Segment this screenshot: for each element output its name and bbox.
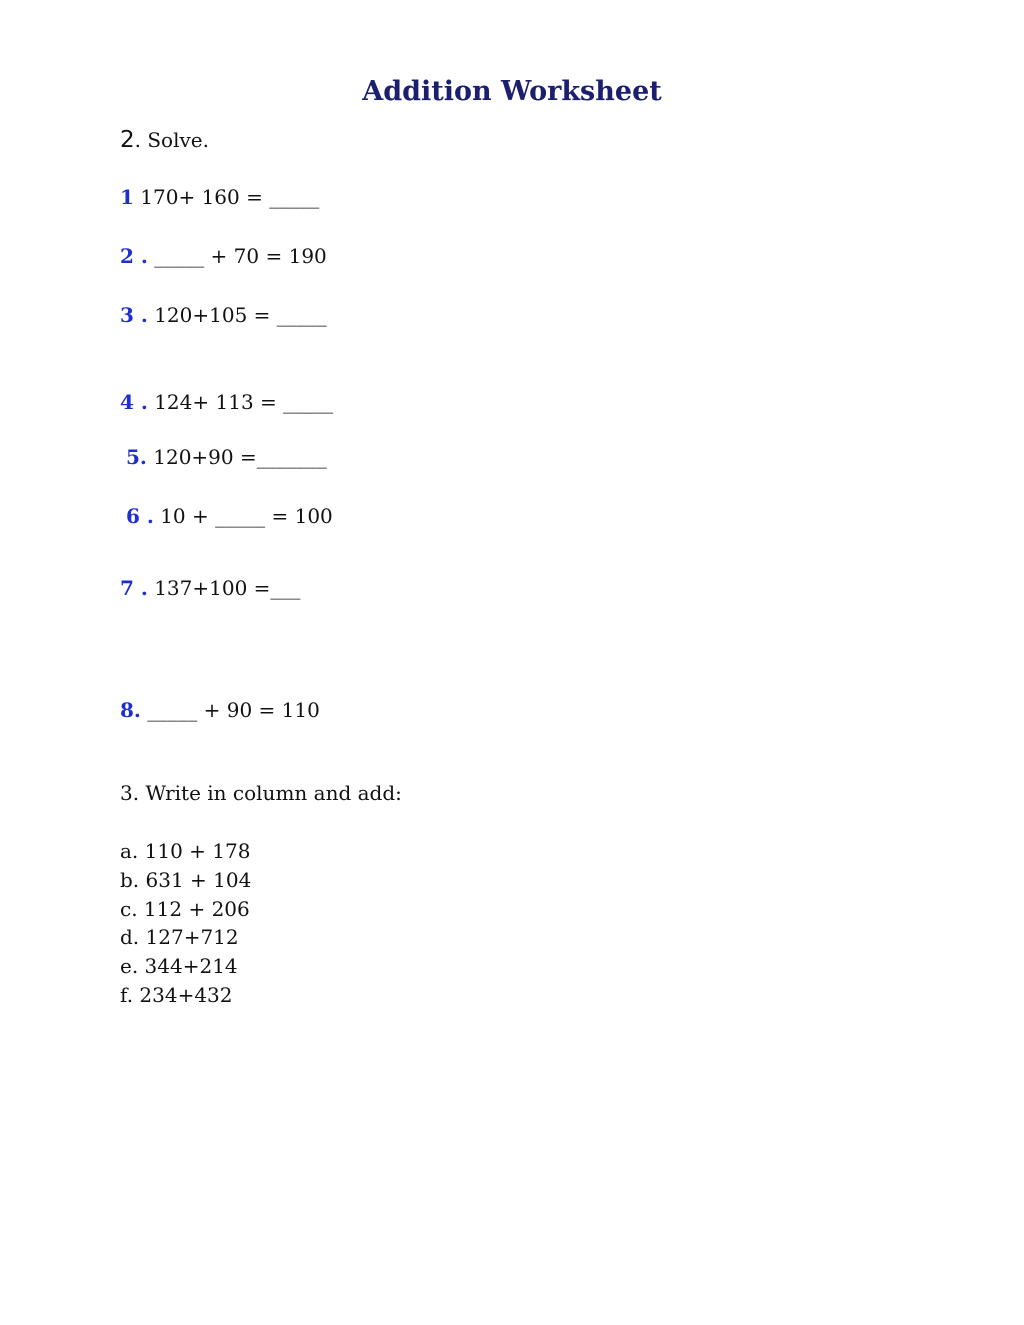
problem-expression: 10 + _____ = 100 bbox=[153, 504, 333, 528]
problem-number: 6 . bbox=[126, 504, 154, 528]
problem-number: 1 bbox=[120, 185, 134, 209]
problem-5 bbox=[126, 444, 327, 470]
problem-number: 4 . bbox=[120, 390, 148, 414]
problem-3 bbox=[120, 302, 327, 328]
problem-expression: 137+100 =___ bbox=[147, 576, 301, 600]
list-item: f. 234+432 bbox=[120, 982, 233, 1007]
problem-number: 3 . bbox=[120, 303, 148, 327]
problem-expression: 120+105 = _____ bbox=[147, 303, 327, 327]
problem-7 bbox=[120, 575, 300, 601]
problem-expression: 170+ 160 = _____ bbox=[133, 185, 320, 209]
problem-8 bbox=[120, 697, 320, 723]
list-item: e. 344+214 bbox=[120, 954, 238, 979]
section-2-heading bbox=[120, 127, 209, 153]
problem-expression: 124+ 113 = _____ bbox=[147, 390, 334, 414]
section-3-heading: 3. Write in column and add: bbox=[120, 781, 402, 805]
problem-4 bbox=[120, 389, 333, 415]
problem-1 bbox=[120, 184, 319, 210]
problem-6 bbox=[126, 503, 333, 529]
column-addition-list bbox=[120, 837, 251, 1010]
list-item: c. 112 + 206 bbox=[120, 896, 250, 921]
worksheet-title: Addition Worksheet bbox=[362, 76, 662, 107]
list-item: d. 127+712 bbox=[120, 925, 239, 950]
problem-2 bbox=[120, 243, 327, 269]
section-2-number: 2 bbox=[120, 127, 135, 153]
list-item: b. 631 + 104 bbox=[120, 867, 252, 892]
problem-expression: _____ + 70 = 190 bbox=[147, 244, 327, 268]
problem-number: 8. bbox=[120, 698, 141, 722]
list-item: a. 110 + 178 bbox=[120, 839, 251, 863]
problem-expression: 120+90 =_______ bbox=[146, 445, 327, 469]
problem-expression: _____ + 90 = 110 bbox=[140, 698, 320, 722]
problem-number: 2 . bbox=[120, 244, 148, 268]
problem-number: 5. bbox=[126, 445, 147, 469]
problem-number: 7 . bbox=[120, 576, 148, 600]
section-2-label: . Solve. bbox=[134, 128, 209, 152]
